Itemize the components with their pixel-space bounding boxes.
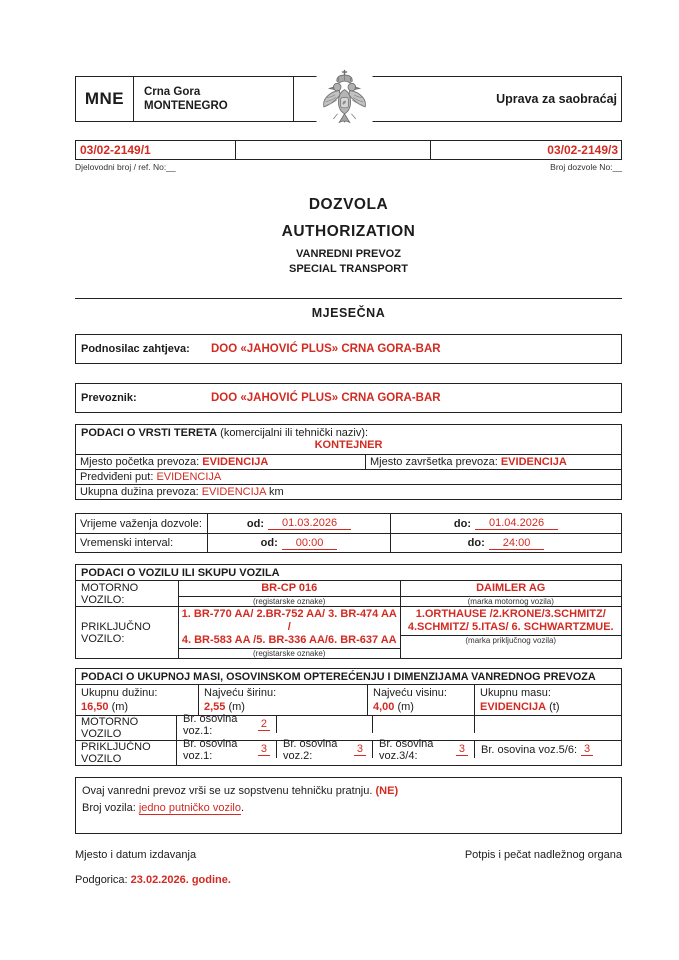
time-to-value: 24:00 [489,537,545,550]
title-divider [75,298,622,299]
trailer-brand-cell [401,607,622,658]
motor-vehicle-label: MOTORNO VOZILO: [76,581,179,606]
escort-vehicles-value: jedno putničko vozilo [138,802,241,814]
valid-to-value: 01.04.2026 [475,517,558,530]
od-label: od: [246,517,265,530]
max-width-cell [199,685,368,715]
issue-date: 23.02.2026. godine. [130,874,231,886]
trailer-brand-line2: 4.SCHMITZ/ 5.ITAS/ 6. SCHWARTZMUE. [407,621,614,633]
subtitle-special-transport: SPECIAL TRANSPORT [289,263,408,275]
document-header [75,76,622,122]
country-name [134,77,294,121]
trailer-vehicle-label: PRIKLJUČNO VOZILO: [76,607,179,658]
end-label: Mjesto završetka prevoza: [370,456,498,468]
escort-text: Ovaj vanredni prevoz vrši se uz sopstvenu tehničku pratnju. [82,785,373,797]
escort-line1 [82,783,615,800]
motor-brand-cell [401,581,622,606]
motor-axles-row [76,712,621,740]
issue-place-label: Mjesto i datum izdavanja [75,849,197,861]
trailer-plates-line2: 4. BR-583 AA /5. BR-336 AA/6. BR-637 AA [181,634,397,646]
cargo-route-row [76,469,621,484]
ref-number-middle [236,141,431,159]
mass-section [75,668,622,766]
trailer-axles-vehicle-label: PRIKLJUČNO VOZILO [76,741,177,765]
distance-value: EVIDENCIJA [201,486,266,498]
title-dozvola: DOZVOLA [308,196,389,213]
valid-from-cell [208,514,391,533]
height-value: 4,00 [373,701,395,713]
trailer-axle-cell-3 [373,737,475,762]
do-label: do: [453,517,472,530]
width-value: 2,55 [204,701,226,713]
max-height-cell [368,685,475,715]
motor-brand: DAIMLER AG [476,582,546,594]
trailer-plates-cell [179,607,401,658]
validity-dates-row [76,514,621,533]
trailer-vehicle-row [76,606,621,658]
ref-caption-left: Djelovodni broj / ref. No:__ [75,162,176,172]
trailer-axle-label-4: Br. osovina voz.5/6: [481,743,577,756]
motor-brand-caption: (marka motornog vozila) [401,596,622,606]
cargo-section-title: PODACI O VRSTI TERETA [81,427,218,439]
length-unit: (m) [111,701,129,713]
trailer-plates-caption: (registarske oznake) [179,648,400,658]
distance-unit: km [268,486,284,498]
motor-axle-value: 2 [258,718,270,731]
trailer-axle-cell-2 [277,737,373,762]
interval-label: Vremenski interval: [76,534,208,552]
title-authorization: AUTHORIZATION [281,223,416,240]
escort-line2 [82,800,615,817]
do-label-2: do: [467,537,485,549]
start-label: Mjesto početka prevoza: [80,456,200,468]
height-unit: (m) [397,701,414,713]
country-code: MNE [76,77,134,121]
subtitle-vanredni-prevoz: VANREDNI PREVOZ [296,248,401,260]
mass-unit: (t) [549,701,560,713]
signature-label: Potpis i pečat nadležnog organa [464,849,622,861]
trailer-axle-label-3: Br. osovina voz.3/4: [379,737,434,762]
time-from-cell [208,534,391,552]
cargo-distance-row [76,484,621,499]
issue-place-date [75,874,622,886]
validity-label: Vrijeme važenja dozvole: [76,514,208,533]
escort-section [75,777,622,834]
country-name-english: MONTENEGRO [144,100,228,112]
od-label-2: od: [260,537,278,549]
cargo-section [75,424,622,500]
cargo-route-endpoints-row [76,454,621,469]
motor-axles-vehicle-label: MOTORNO VOZILO [76,716,177,740]
motor-axle-label: Br. osovina voz.1: [183,712,238,737]
transport-start [76,455,366,469]
motor-axle-empty-3 [475,716,621,733]
trailer-axle-label-1: Br. osovina voz.1: [183,737,238,762]
ref-number-right: 03/02-2149/3 [547,143,618,157]
trailer-brand-line1: 1.ORTHAUSE /2.KRONE/3.SCHMITZ/ [415,608,606,620]
vehicles-section-title: PODACI O VOZILU ILI SKUPU VOZILA [81,567,280,579]
trailer-plates-line1: 1. BR-770 AA/ 2.BR-752 AA/ 3. BR-474 AA / [181,608,397,633]
ref-caption-right: Broj dozvole No:__ [550,162,622,172]
length-value: 16,50 [81,701,109,713]
route-value: EVIDENCIJA [156,471,222,483]
cargo-section-note: (komercijalni ili tehnički naziv): [220,427,369,439]
carrier-value: DOO «JAHOVIĆ PLUS» CRNA GORA-BAR [211,392,441,404]
cargo-name: KONTEJNER [314,439,383,451]
motor-vehicle-row [76,580,621,606]
end-value: EVIDENCIJA [500,456,567,468]
total-mass-cell [475,685,621,715]
reference-number-table [75,140,622,160]
cargo-section-title-row [76,425,621,454]
motor-axle-empty-1 [277,716,373,733]
transport-end [366,455,621,469]
escort-vehicles-label: Broj vozila: [82,802,136,814]
escort-vehicles-suffix: . [240,802,245,814]
trailer-axle-value-2: 3 [354,743,366,756]
ref-number-left: 03/02-2149/1 [76,141,236,159]
mass-section-title: PODACI O UKUPNOJ MASI, OSOVINSKOM OPTEREĆENJU I DIMENZIJAMA VANREDNOG PREVOZA [81,671,596,683]
mass-label: Ukupnu masu: [480,687,551,699]
motor-plates: BR-CP 016 [261,582,318,594]
document-content [75,0,622,886]
dimensions-row [76,684,621,715]
trailer-axle-value-4: 3 [581,743,593,756]
distance-label: Ukupna dužina prevoza: [80,486,199,498]
escort-answer: (NE) [375,785,399,797]
motor-axle-empty-2 [373,716,475,733]
reference-captions [75,162,622,172]
time-interval-row [76,533,621,552]
valid-to-cell [391,516,621,531]
montenegro-coat-of-arms-icon [316,67,372,133]
validity-section [75,513,622,553]
trailer-brand-caption: (marka priključnog vozila) [401,635,622,645]
width-label: Najveću širinu: [204,687,277,699]
permit-period: MJESEČNA [311,306,386,320]
carrier-label: Prevoznik: [81,392,137,404]
trailer-axle-value-3: 3 [456,743,468,756]
mass-value: EVIDENCIJA [480,701,547,713]
authority-name: Uprava za saobraćaj [496,92,617,106]
trailer-axle-label-2: Br. osovina voz.2: [283,737,338,762]
time-to-cell [391,536,621,551]
applicant-value: DOO «JAHOVIĆ PLUS» CRNA GORA-BAR [211,343,441,355]
vehicles-section [75,564,622,659]
motor-plates-caption: (registarske oznake) [179,596,400,606]
motor-plates-cell [179,581,401,606]
total-distance [76,485,288,499]
trailer-axle-value-1: 3 [258,743,270,756]
footer-labels [75,849,622,861]
applicant-box [75,334,622,364]
document-title-block [75,196,622,275]
length-label: Ukupnu dužinu: [81,687,158,699]
trailer-plates [179,607,400,648]
start-value: EVIDENCIJA [202,456,269,468]
width-unit: (m) [228,701,245,713]
trailer-axle-cell-4 [475,741,621,758]
total-length-cell [76,685,199,715]
trailer-axle-cell-1 [177,737,277,762]
route-label: Predviđeni put: [80,471,154,483]
trailer-axles-row [76,737,621,765]
applicant-label: Podnosilac zahtjeva: [81,343,190,355]
valid-from-value: 01.03.2026 [268,517,351,530]
trailer-brands [401,607,622,635]
height-label: Najveću visinu: [373,687,447,699]
country-name-local: Crna Gora [144,86,201,98]
time-from-value: 00:00 [282,537,338,550]
carrier-box [75,383,622,413]
planned-route [76,470,225,484]
motor-axle-cell [177,712,277,737]
issue-city: Podgorica: [75,874,128,886]
